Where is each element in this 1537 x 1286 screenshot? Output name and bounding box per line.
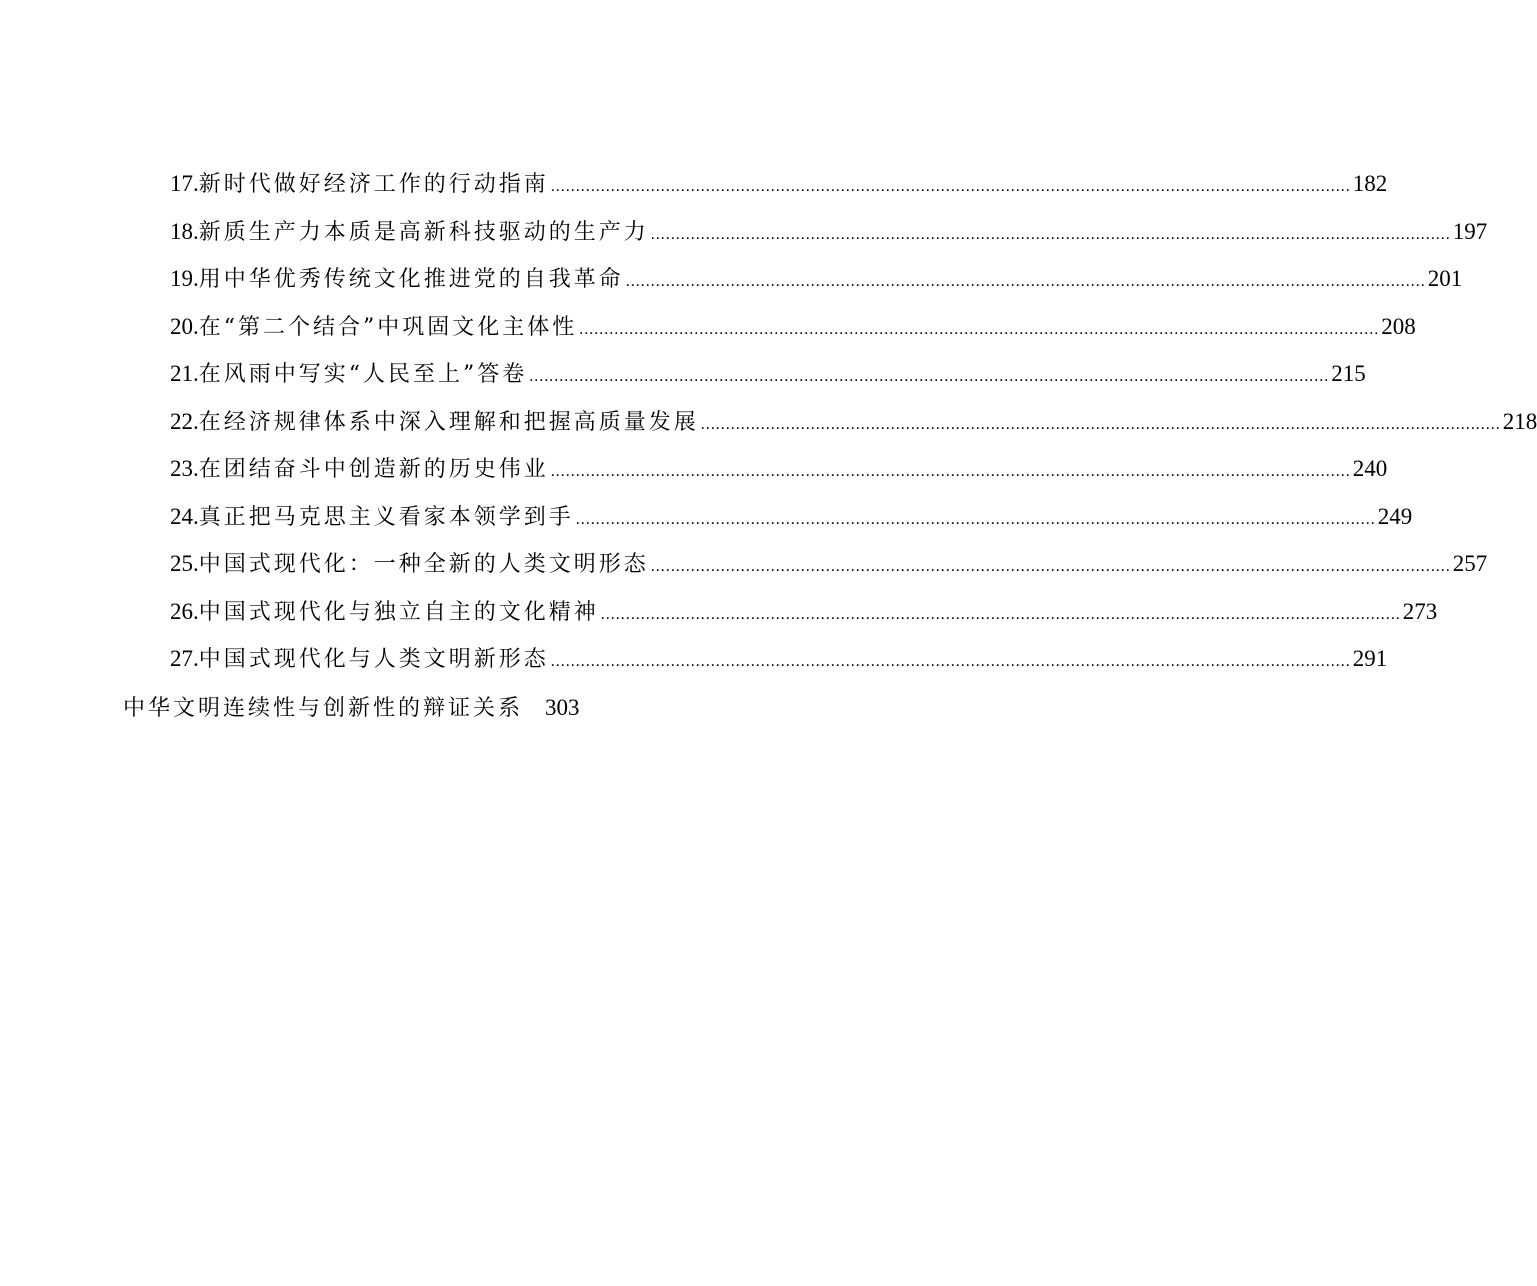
toc-entry-page: 291	[1352, 646, 1388, 671]
toc-entry-title: 真正把马克思主义看家本领学到手	[198, 504, 574, 530]
toc-entry-page: 201	[1427, 266, 1463, 291]
toc-entry-page: 240	[1352, 456, 1388, 481]
toc-dot-leader	[599, 597, 1403, 633]
toc-entry-number: 26.	[170, 598, 199, 624]
toc-entry-21[interactable]	[170, 356, 1366, 404]
toc-entry-23[interactable]	[170, 451, 1388, 499]
toc-dot-leader	[527, 359, 1331, 395]
toc-entry-page: 182	[1352, 171, 1388, 196]
toc-entry-22[interactable]	[170, 404, 1537, 452]
toc-entry-25[interactable]	[170, 546, 1488, 594]
toc-entry-page: 215	[1331, 361, 1366, 386]
toc-entry-number: 18.	[170, 218, 199, 244]
toc-entry-number: 21.	[170, 361, 199, 386]
toc-dot-leader	[624, 264, 1428, 300]
toc-entry-number: 24.	[170, 503, 199, 529]
toc-dot-leader	[649, 217, 1453, 253]
toc-dot-leader	[574, 502, 1378, 538]
toc-extra-title: 中华文明连续性与创新性的辩证关系	[123, 696, 524, 721]
toc-dot-leader	[577, 312, 1381, 348]
toc-entry-number: 20.	[170, 313, 199, 339]
toc-dot-leader	[549, 169, 1353, 205]
toc-entry-title: 在“第二个结合”中巩固文化主体性	[198, 314, 578, 340]
toc-entry-title: 中国式现代化：一种全新的人类文明形态	[198, 552, 649, 577]
toc-entry-number: 27.	[170, 646, 199, 671]
toc-entry-18[interactable]	[170, 214, 1488, 262]
toc-entry-page: 257	[1452, 551, 1488, 576]
toc-dot-leader	[699, 407, 1503, 443]
toc-entry-title: 在风雨中写实“人民至上”答卷	[198, 362, 528, 387]
table-of-contents	[170, 166, 1537, 689]
toc-entry-number: 23.	[170, 456, 199, 481]
toc-entry-number: 17.	[170, 171, 199, 196]
toc-entry-number: 22.	[170, 408, 199, 434]
toc-entry-title: 在团结奋斗中创造新的历史伟业	[198, 457, 549, 482]
toc-entry-title: 在经济规律体系中深入理解和把握高质量发展	[198, 409, 699, 435]
toc-entry-title: 新时代做好经济工作的行动指南	[198, 172, 549, 197]
toc-entry-number: 19.	[170, 266, 199, 291]
toc-entry-20[interactable]	[170, 309, 1416, 357]
toc-entry-title: 中国式现代化与人类文明新形态	[198, 647, 549, 672]
toc-dot-leader	[649, 549, 1453, 585]
toc-extra-page: 303	[545, 695, 580, 720]
toc-dot-leader	[549, 454, 1353, 490]
toc-entry-title: 中国式现代化与独立自主的文化精神	[198, 599, 599, 625]
toc-entry-page: 197	[1452, 218, 1488, 244]
toc-entry-24[interactable]	[170, 499, 1413, 547]
toc-entry-number: 25.	[170, 551, 199, 576]
toc-entry-17[interactable]	[170, 166, 1388, 214]
toc-entry-title: 新质生产力本质是高新科技驱动的生产力	[198, 219, 649, 245]
toc-entry-19[interactable]	[170, 261, 1463, 309]
toc-entry-page: 218	[1502, 408, 1537, 434]
toc-entry-page: 208	[1381, 313, 1416, 339]
toc-dot-leader	[549, 644, 1353, 680]
toc-entry-title: 用中华优秀传统文化推进党的自我革命	[198, 267, 624, 292]
toc-entry-27[interactable]	[170, 641, 1388, 689]
toc-entry-page: 273	[1402, 598, 1438, 624]
toc-extra-entry[interactable]	[123, 690, 580, 727]
toc-entry-page: 249	[1377, 503, 1413, 529]
toc-entry-26[interactable]	[170, 594, 1438, 642]
